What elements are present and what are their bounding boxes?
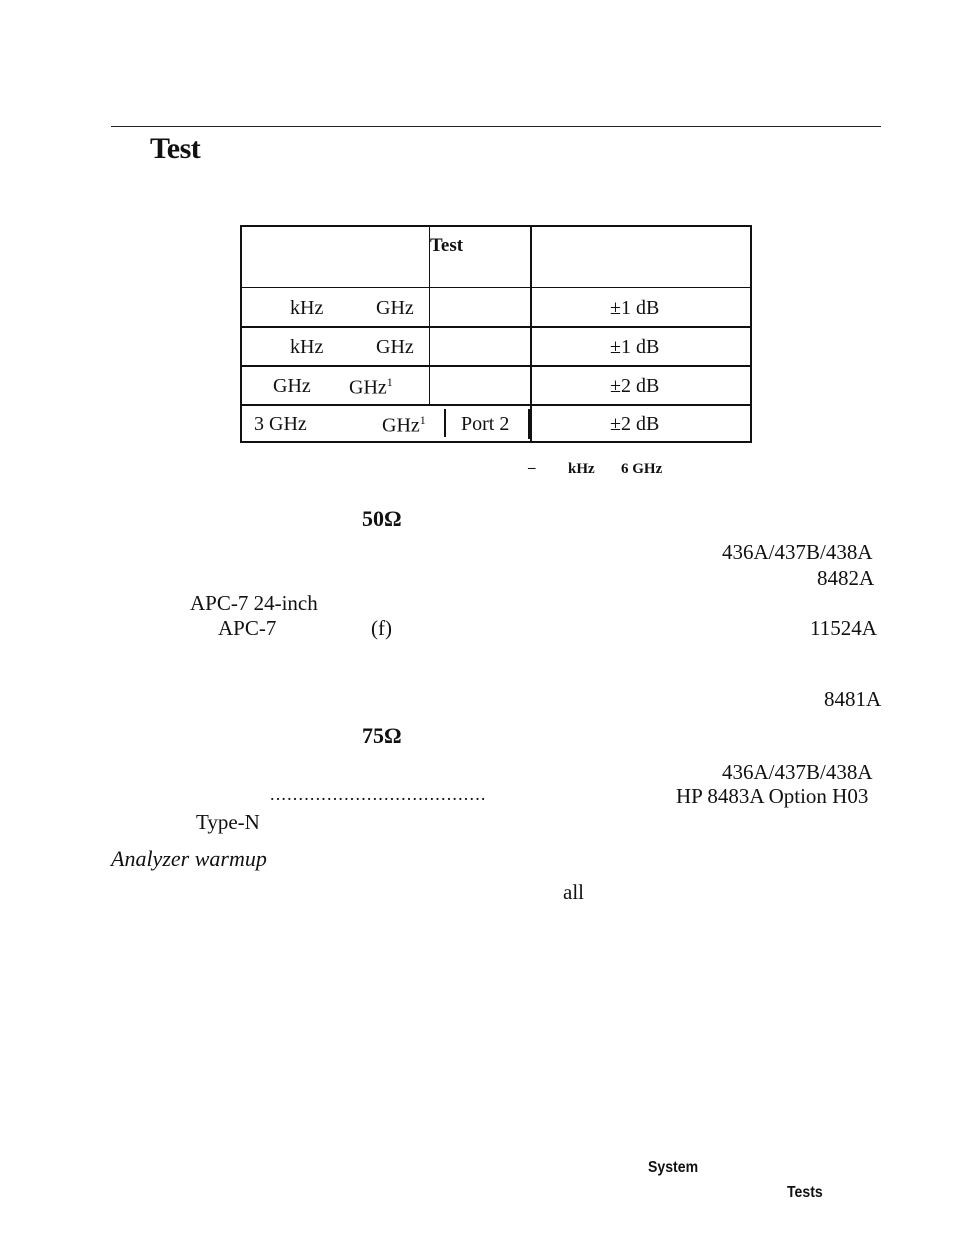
adapter-suffix: (f) — [371, 616, 392, 640]
table-bottom-border — [240, 441, 752, 443]
table-row-divider — [240, 365, 752, 367]
sensor-model-8481a: 8481A — [824, 687, 882, 711]
impedance-50-label: 50Ω — [362, 506, 402, 531]
header-rule — [111, 126, 881, 127]
table-row-freq-start: kHz — [290, 297, 324, 319]
power-meter-model-75: 436A/437B/438A — [722, 760, 873, 784]
spec-table — [240, 225, 752, 443]
table-col-divider — [530, 225, 532, 443]
adapter-type-n-label: Type-N — [196, 810, 260, 834]
table-row-spec: ±1 dB — [610, 336, 660, 358]
table-row-freq-end: GHz — [376, 297, 414, 319]
power-sensor-model-50: 8482A — [817, 566, 875, 590]
power-sensor-model-75: HP 8483A Option H03 — [676, 784, 869, 808]
power-meter-model-50: 436A/437B/438A — [722, 540, 873, 564]
adapter-model: 11524A — [810, 616, 877, 640]
table-row-spec: ±2 dB — [610, 413, 660, 435]
table-row-freq-end: GHz$^1$ — [382, 413, 426, 437]
leader-dots: ...................................... — [270, 784, 487, 804]
table-row-freq-end: GHz$^1$ — [349, 375, 393, 399]
table-port-mark — [528, 409, 530, 439]
impedance-75-label: 75Ω — [362, 723, 402, 748]
table-header-divider — [240, 287, 752, 288]
table-right-border — [750, 225, 752, 443]
cable-label: APC-7 24-inch — [190, 591, 318, 615]
table-row-freq-start: GHz — [273, 375, 311, 397]
table-row-divider — [240, 404, 752, 406]
table-row-divider — [240, 326, 752, 328]
table-row-spec: ±2 dB — [610, 375, 660, 397]
section-title: Test — [150, 132, 201, 165]
system-softkey: System — [648, 1159, 699, 1176]
table-header-port: Test — [430, 235, 464, 256]
table-row-spec: ±1 dB — [610, 297, 660, 319]
table-row-freq-end: GHz — [376, 336, 414, 358]
table-footnote-freq-high: 6 GHz — [621, 461, 663, 477]
table-footnote-freq-low: kHz — [568, 461, 595, 477]
warmup-label: Analyzer warmup — [111, 846, 267, 871]
adapter-label: APC-7 — [218, 616, 277, 640]
tests-softkey: Tests — [787, 1184, 823, 1201]
table-left-border — [240, 225, 242, 443]
table-top-border — [240, 225, 752, 227]
table-port-mark — [444, 409, 446, 437]
note-word-all: all — [563, 880, 584, 904]
table-row-freq-start: kHz — [290, 336, 324, 358]
table-row-port: Port 2 — [461, 413, 510, 435]
table-footnote-dash: – — [528, 460, 536, 476]
table-row-freq-start: 3 GHz — [254, 413, 307, 435]
